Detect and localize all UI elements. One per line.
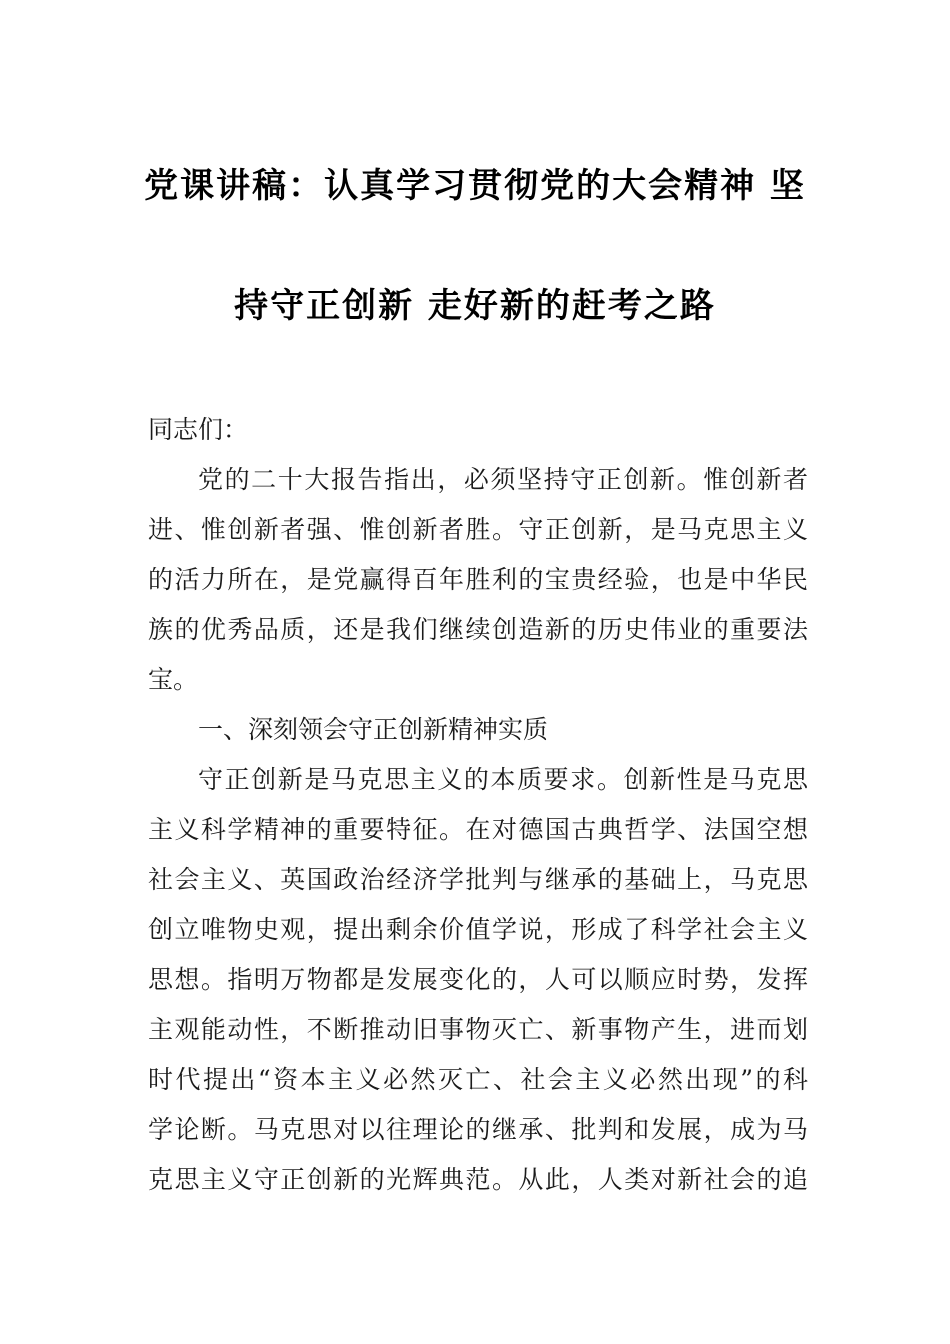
paragraph-line: 主义科学精神的重要特征。在对德国古典哲学、法国空想 [148, 815, 808, 844]
paragraph-line: 学论断。马克思对以往理论的继承、批判和发展，成为马 [148, 1115, 808, 1144]
paragraph-line: 守正创新是马克思主义的本质要求。创新性是马克思 [198, 765, 808, 794]
paragraph-line: 宝。 [148, 665, 199, 694]
paragraph-line: 主观能动性，不断推动旧事物灭亡、新事物产生，进而划 [148, 1015, 808, 1044]
section-heading: 一、深刻领会守正创新精神实质 [198, 715, 549, 744]
salutation: 同志们： [148, 415, 249, 444]
paragraph-line: 思想。指明万物都是发展变化的，人可以顺应时势，发挥 [148, 965, 808, 994]
paragraph-line: 社会主义、英国政治经济学批判与继承的基础上，马克思 [148, 865, 808, 894]
paragraph-line: 党的二十大报告指出，必须坚持守正创新。惟创新者 [198, 465, 808, 494]
document-title-line-2: 持守正创新 走好新的赶考之路 [234, 286, 716, 326]
paragraph-line: 克思主义守正创新的光辉典范。从此，人类对新社会的追 [148, 1165, 808, 1194]
paragraph-line: 时代提出“资本主义必然灭亡、社会主义必然出现”的科 [148, 1065, 808, 1094]
paragraph-line: 的活力所在，是党赢得百年胜利的宝贵经验，也是中华民 [148, 565, 808, 594]
document-title-line-1: 党课讲稿：认真学习贯彻党的大会精神 坚 [144, 166, 806, 206]
paragraph-line: 创立唯物史观，提出剩余价值学说，形成了科学社会主义 [148, 915, 808, 944]
paragraph-line: 族的优秀品质，还是我们继续创造新的历史伟业的重要法 [148, 615, 808, 644]
paragraph-line: 进、惟创新者强、惟创新者胜。守正创新，是马克思主义 [148, 515, 808, 544]
